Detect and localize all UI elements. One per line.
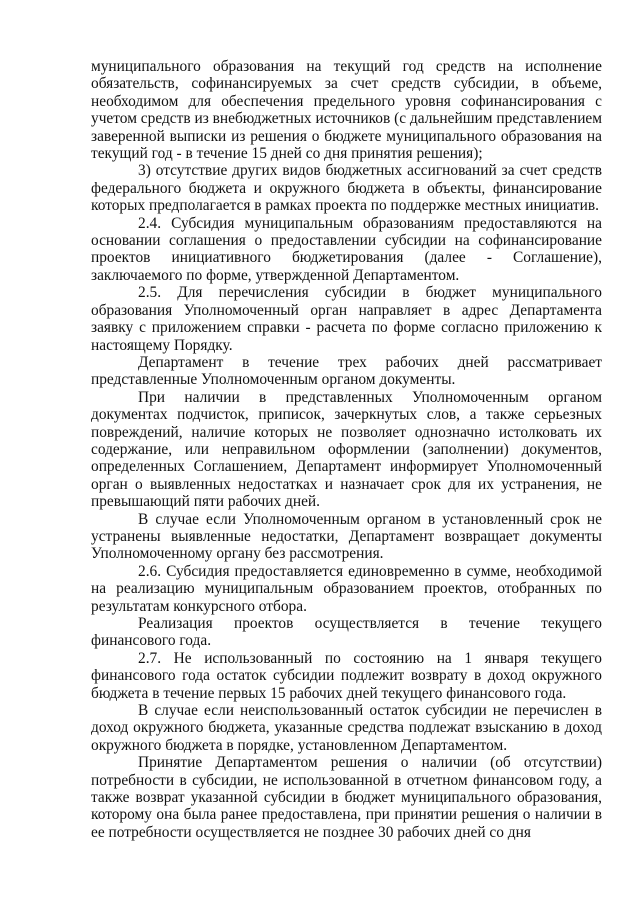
paragraph-2-7: 2.7. Не использованный по состоянию на 1 января текущего финансового года остаток субсидии подлежит возврату в доход окружного бюджета в течение первых 15 рабочих дней текущего финансового года. <box>91 649 602 702</box>
paragraph-recovery: В случае если неиспользованный остаток субсидии не перечислен в доход окружного бюджета, указанные средства подлежат взысканию в доход окружного бюджета в порядке, установленном Департаментом. <box>91 702 602 754</box>
paragraph-2-5: 2.5. Для перечисления субсидии в бюджет муниципального образования Уполномоченный орган направляет в адрес Департамента заявку с приложением справки - расчета по форме согласно приложению к настоящему Порядку. <box>91 284 602 354</box>
paragraph-deficiencies: При наличии в представленных Уполномоченным органом документах подчисток, приписок, зачеркнутых слов, а также серьезных повреждений, наличие которых не позволяет однозначно истолковать их содержание, или неправильном оформлении (заполнении) документов, определенных Соглашением, Департамент информирует Уполномоченный орган о выявленных недостатках и назначает срок для их устранения, не превышающий пяти рабочих дней. <box>91 388 602 511</box>
paragraph-2-4: 2.4. Субсидия муниципальным образованиям предоставляются на основании соглашения о предоставлении субсидии на софинансирование проектов инициативного бюджетирования (далее - Соглашение), заключаемого по форме, утвержденной Департаментом. <box>91 214 602 284</box>
paragraph-implementation: Реализация проектов осуществляется в течение текущего финансового года. <box>91 615 602 650</box>
paragraph-return-documents: В случае если Уполномоченным органом в установленный срок не устранены выявленные недостатки, Департамент возвращает документы Уполномоченному органу без рассмотрения. <box>91 510 602 563</box>
paragraph-item-3: 3) отсутствие других видов бюджетных ассигнований за счет средств федерального бюджета и окружного бюджета в объекты, финансирование которых предполагается в рамках проекта по поддержке местных инициатив. <box>91 162 602 215</box>
paragraph-2-6: 2.6. Субсидия предоставляется единовременно в сумме, необходимой на реализацию муниципальным образованием проектов, отобранных по результатам конкурсного отбора. <box>91 562 602 615</box>
paragraph-continuation: муниципального образования на текущий год средств на исполнение обязательств, софинансируемых за счет средств субсидии, в объеме, необходимом для обеспечения предельного уровня софинансирования с учетом средств из внебюджетных источников (с дальнейшим представлением заверенной выписки из решения о бюджете муниципального образования на текущий год - в течение 15 дней со дня принятия решения); <box>91 58 602 163</box>
paragraph-department-review: Департамент в течение трех рабочих дней рассматривает представленные Уполномоченным органом документы. <box>91 353 602 389</box>
paragraph-decision: Принятие Департаментом решения о наличии (об отсутствии) потребности в субсидии, не использованной в отчетном финансовом году, а также возврат указанной субсидии в бюджет муниципального образования, которому она была ранее предоставлена, при принятии решения о наличии в ее потребности осуществляется не позднее 30 рабочих дней со дня <box>91 754 602 841</box>
document-page <box>91 58 602 841</box>
